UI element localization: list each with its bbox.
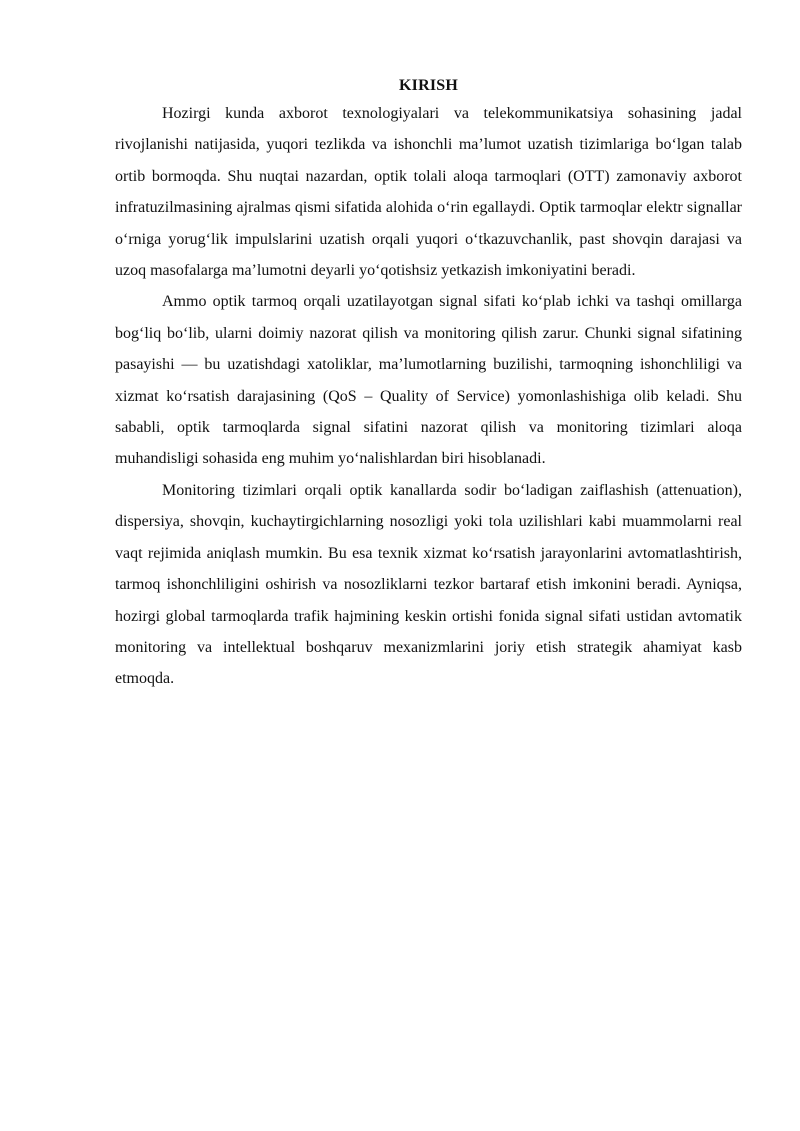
page-title: KIRISH: [399, 77, 458, 94]
paragraph-3: Monitoring tizimlari orqali optik kanallarda sodir bo‘ladigan zaiflashish (attenuation), dispersiya, shovqin, kuchaytirgichlarning nosozligi yoki tola uzilishlari kabi muammolarni real vaqt rejimida aniqlash mumkin. Bu esa texnik xizmat ko‘rsatish jarayonlarini avtomatlashtirish, tarmoq ishonchliligini oshirish va nosozliklarni tezkor bartaraf etish imkonini beradi. Ayniqsa, hozirgi global tarmoqlarda trafik hajmining keskin ortishi fonida signal sifati ustidan avtomatik monitoring va intellektual boshqaruv mexanizmlarini joriy etish strategik ahamiyat kasb etmoqda.: [115, 481, 742, 688]
paragraph-1: Hozirgi kunda axborot texnologiyalari va telekommunikatsiya sohasining jadal rivojlanishi natijasida, yuqori tezlikda va ishonchli ma’lumot uzatish tizimlariga bo‘lgan talab ortib bormoqda. Shu nuqtai nazardan, optik tolali aloqa tarmoqlari (OTT) zamonaviy axborot infratuzilmasining ajralmas qismi sifatida alohida o‘rin egallaydi. Optik tarmoqlar elektr signallar o‘rniga yorug‘lik impulslarini uzatish orqali yuqori o‘tkazuvchanlik, past shovqin darajasi va uzoq masofalarga ma’lumotni deyarli yo‘qotishsiz yetkazish imkoniyatini beradi.: [115, 105, 742, 280]
paragraph-2: Ammo optik tarmoq orqali uzatilayotgan signal sifati ko‘plab ichki va tashqi omillarga bog‘liq bo‘lib, ularni doimiy nazorat qilish va monitoring qilish zarur. Chunki signal sifatining pasayishi — bu uzatishdagi xatoliklar, ma’lumotlarning buzilishi, tarmoqning ishonchliligi va xizmat ko‘rsatish darajasining (QoS – Quality of Service) yomonlashishiga olib keladi. Shu sababli, optik tarmoqlarda signal sifatini nazorat qilish va monitoring tizimlari aloqa muhandisligi sohasida eng muhim yo‘nalishlardan biri hisoblanadi.: [115, 293, 742, 468]
